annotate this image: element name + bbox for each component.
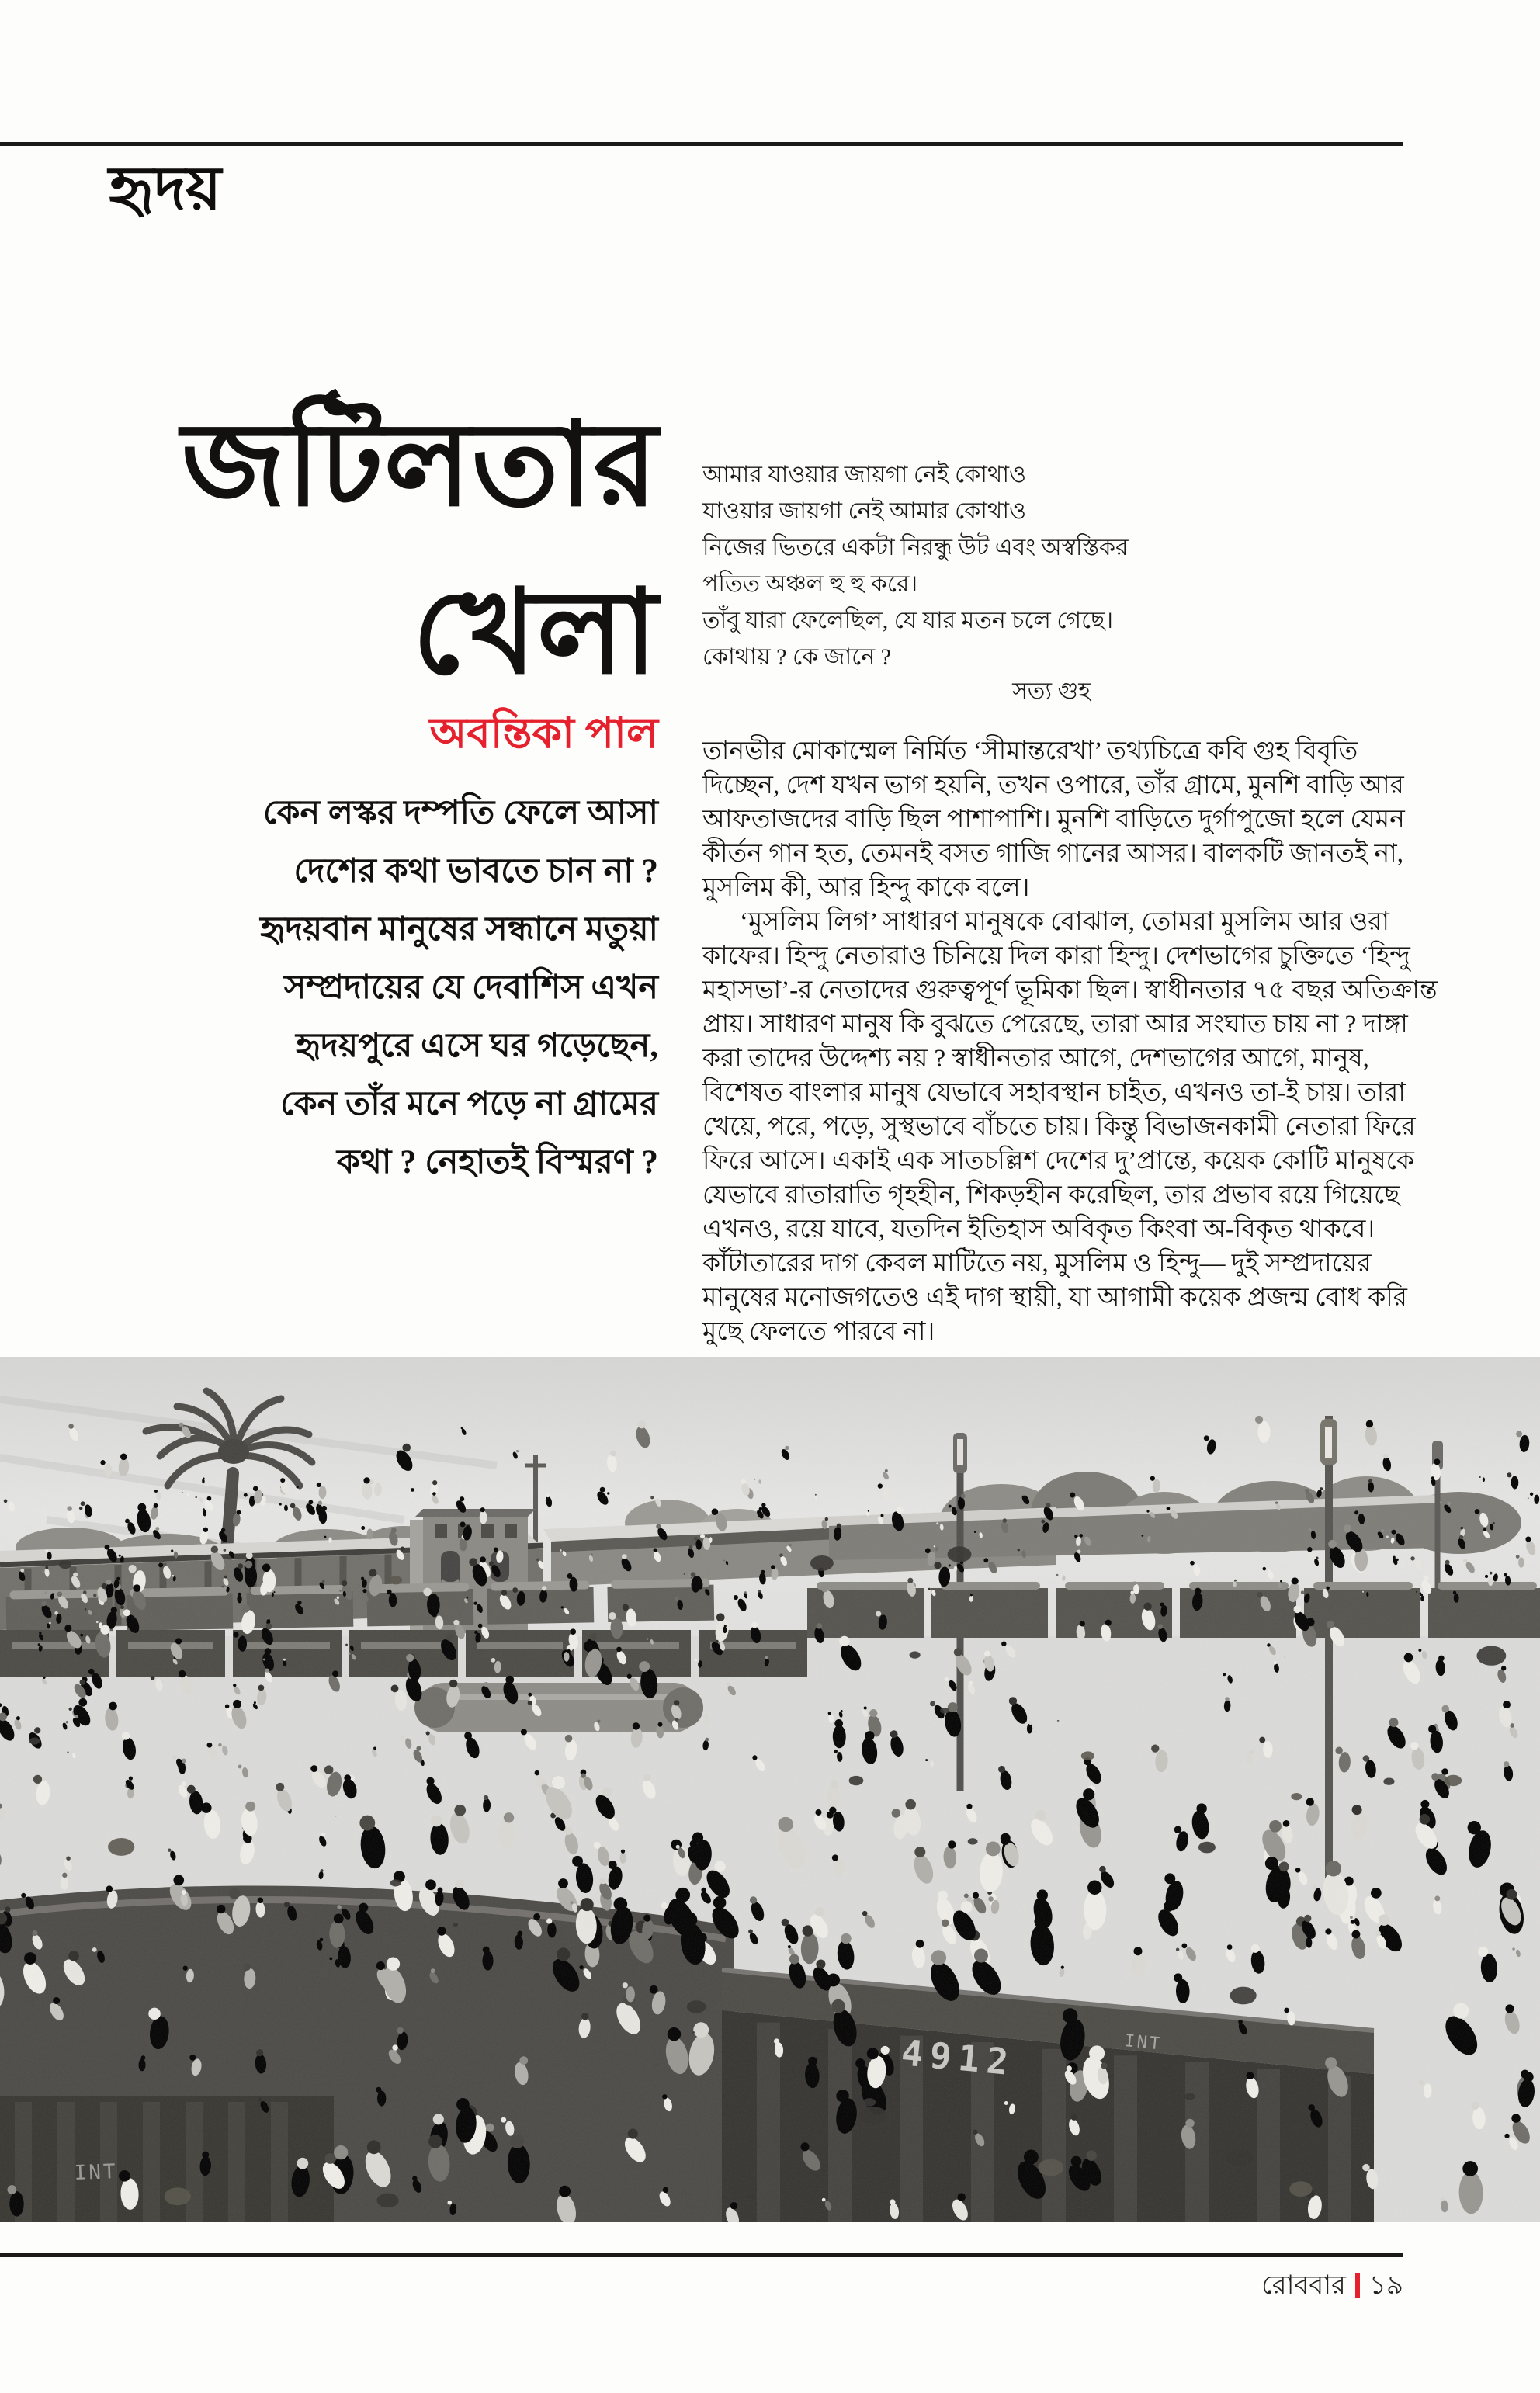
poem-author: সত্য গুহ	[1012, 678, 1091, 704]
magazine-name: রোববার	[1261, 2271, 1346, 2300]
poem-line: পতিত অঞ্চল হু হু করে।	[702, 571, 918, 597]
photo-illustration	[0, 1357, 1540, 2222]
standfirst-line: সম্প্রদায়ের যে দেবাশিস এখন	[283, 969, 658, 1006]
standfirst-line: কেন লস্কর দম্পতি ফেলে আসা	[262, 795, 658, 831]
headline-line: জটিলতার	[181, 401, 658, 530]
standfirst-line: হৃদয়বান মানুষের সন্ধানে মতুয়া	[260, 911, 658, 948]
page-number: ১৯	[1368, 2271, 1403, 2300]
footer-divider	[1355, 2273, 1360, 2298]
top-rule	[0, 142, 1403, 146]
bottom-rule	[0, 2253, 1403, 2257]
standfirst-line: কথা ? নেহাতই বিস্মরণ ?	[336, 1144, 658, 1181]
poem-line: নিজের ভিতরে একটা নিরন্ধু উট এবং অস্বস্তিকর	[702, 535, 1129, 560]
body-paragraph: ‘মুসলিম লিগ’ সাধারণ মানুষকে বোঝাল, তোমরা মুসলিম আর ওরা কাফের। হিন্দু নেতারাও চিনিয়ে দিল কারা হিন্দু। দেশভাগের চুক্তিতে ‘হিন্দু মহাসভা’-র নেতাদের গুরুত্বপূর্ণ ভূমিকা ছিল। স্বাধীনতার ৭৫ বছর অতিক্রান্ত প্রায়। সাধারণ মানুষ কি বুঝতে পেরেছে, তারা আর সংঘাত চায় না ? দাঙ্গা করা তাদের উদ্দেশ্য নয় ? স্বাধীনতার আগে, দেশভাগের আগে, মানুষ, বিশেষত বাংলার মানুষ যেভাবে সহাবস্থান চাইত, এখনও তা-ই চায়। তারা খেয়ে, পরে, পড়ে, সুস্থভাবে বাঁচতে চায়। কিন্তু বিভাজনকামী নেতারা ফিরে ফিরে আসে। একাই এক সাতচল্লিশ দেশের দু’প্রান্তে, কয়েক কোটি মানুষকে যেভাবে রাতারাতি গৃহহীন, শিকড়হীন করেছিল, তার প্রভাব রয়ে গিয়েছে এখনও, রয়ে যাবে, যতদিন ইতিহাস অবিকৃত কিংবা অ-বিকৃত থাকবে। কাঁটাতারের দাগ কেবল মাটিতে নয়, মুসলিম ও হিন্দু— দুই সম্প্রদায়ের মানুষের মনোজগতেও এই দাগ স্থায়ী, যা আগামী কয়েক প্রজন্ম বোধ করি মুছে ফেলতে পারবে না।	[702, 908, 1438, 1346]
poem-quote	[702, 456, 1215, 675]
article-body	[702, 734, 1438, 1349]
poem-line: আমার যাওয়ার জায়গা নেই কোথাও	[702, 462, 1027, 487]
standfirst-line: হৃদয়পুরে এসে ঘর গড়েছেন,	[296, 1028, 658, 1064]
poem-line: যাওয়ার জায়গা নেই আমার কোথাও	[702, 498, 1027, 524]
body-paragraph: তানভীর মোকাম্মেল নির্মিত ‘সীমান্তরেখা’ তথ্যচিত্রে কবি গুহ বিবৃতি দিচ্ছেন, দেশ যখন ভাগ হয়নি, তখন ওপারে, তাঁর গ্রামে, মুনশি বাড়ি আর আফতাজদের বাড়ি ছিল পাশাপাশি। মুনশি বাড়িতে দুর্গাপুজো হলে যেমন কীর্তন গান হত, তেমনই বসত গাজি গানের আসর। বালকটি জানতই না, মুসলিম কী, আর হিন্দু কাকে বলে।	[702, 737, 1405, 902]
poem-line: কোথায় ? কে জানে ?	[702, 644, 891, 670]
partition-refugee-train-photo	[0, 1357, 1540, 2222]
headline-line: খেলা	[412, 569, 658, 698]
section-title: হৃদয়	[109, 154, 222, 222]
poem-line: তাঁবু যারা ফেলেছিল, যে যার মতন চলে গেছে।	[702, 608, 1114, 633]
photo-grain	[0, 1357, 1540, 2222]
standfirst	[75, 784, 658, 1191]
page-footer	[0, 2265, 1403, 2309]
standfirst-line: কেন তাঁর মনে পড়ে না গ্রামের	[280, 1086, 658, 1122]
standfirst-line: দেশের কথা ভাবতে চান না ?	[293, 853, 658, 890]
byline: অবন্তিকা পাল	[429, 709, 658, 757]
article-headline	[75, 382, 658, 717]
